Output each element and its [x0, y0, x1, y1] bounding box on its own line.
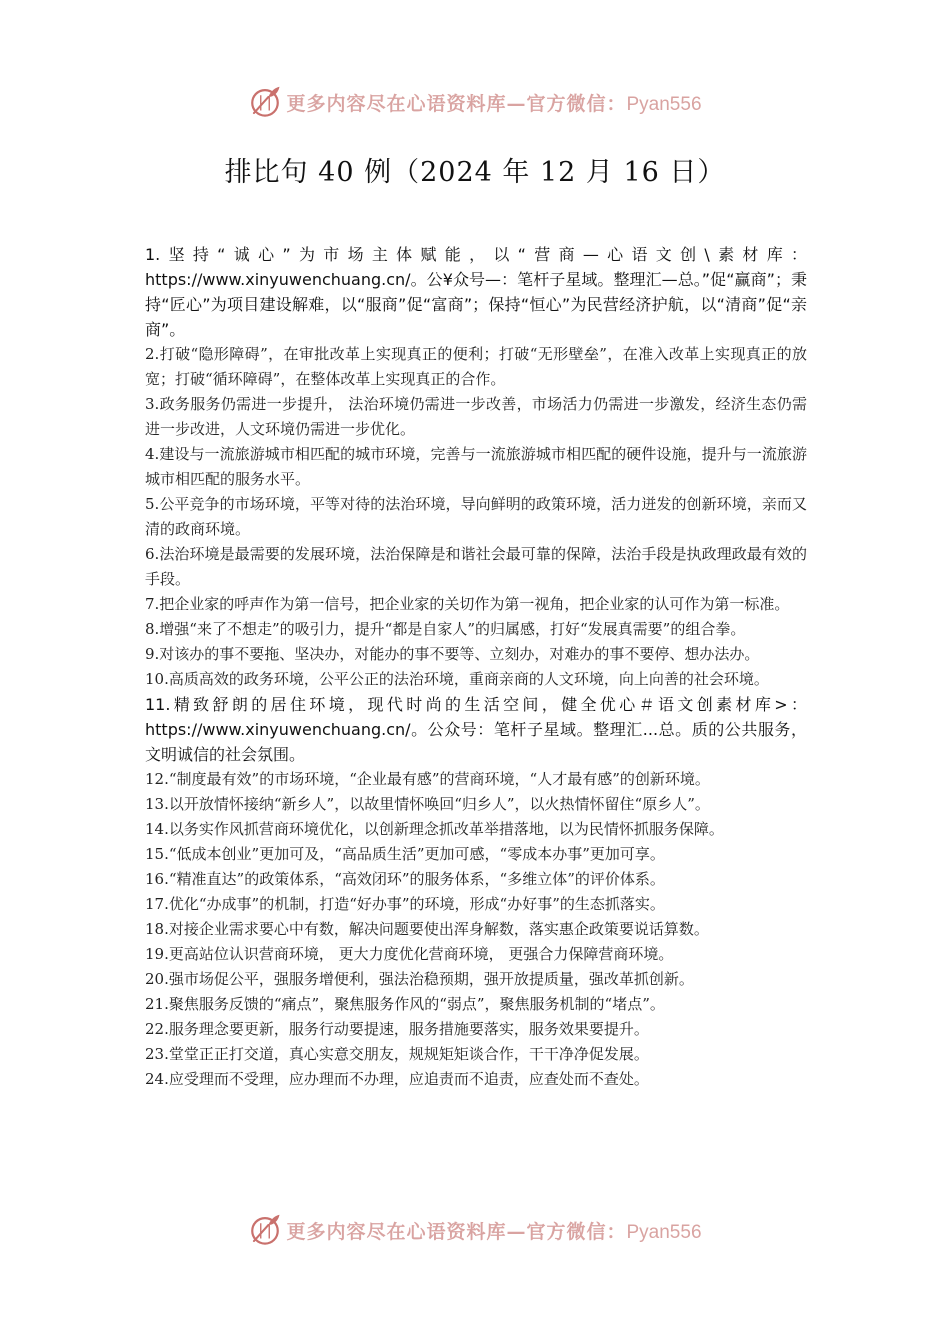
list-item: 3.政务服务仍需进一步提升， 法治环境仍需进一步改善，市场活力仍需进一步激发，经济生态仍需进一步改进，人文环境仍需进一步优化。 — [145, 395, 807, 438]
list-item: 6.法治环境是最需要的发展环境，法治保障是和谐社会最可靠的保障，法治手段是执政理政最有效的手段。 — [145, 545, 807, 588]
list-item: 16.“精准直达”的政策体系，“高效闭环”的服务体系，“多维立体”的评价体系。 — [145, 870, 665, 888]
list-item: 22.服务理念要更新，服务行动要提速，服务措施要落实，服务效果要提升。 — [145, 1020, 649, 1038]
list-item: 18.对接企业需求要心中有数，解决问题要使出浑身解数，落实惠企政策要说话算数。 — [145, 920, 709, 938]
banner-text — [286, 89, 701, 116]
document-body — [145, 242, 807, 1092]
page-title: 排比句 40 例（2024 年 12 月 16 日） — [224, 157, 726, 188]
banner-label: 更多内容尽在心语资料库—官方微信： — [286, 1220, 627, 1243]
list-item: 7.把企业家的呼声作为第一信号，把企业家的关切作为第一视角，把企业家的认可作为第一标准。 — [145, 595, 790, 613]
list-item: 2.打破“隐形障碍”，在审批改革上实现真正的便利；打破“无形壁垒”，在准入改革上实现真正的放宽；打破“循环障碍”，在整体改革上实现真正的合作。 — [145, 345, 807, 388]
list-item: 17.优化“办成事”的机制，打造“好办事”的环境，形成“办好事”的生态抓落实。 — [145, 895, 665, 913]
list-item: 5.公平竞争的市场环境，平等对待的法治环境，导向鲜明的政策环境，活力迸发的创新环境，亲而又清的政商环境。 — [145, 495, 807, 538]
header-banner — [0, 82, 950, 122]
list-item: 10.高质高效的政务环境，公平公正的法治环境，重商亲商的人文环境，向上向善的社会环境。 — [145, 670, 769, 688]
list-item: 8.增强“来了不想走”的吸引力，提升“都是自家人”的归属感，打好“发展真需要”的组合拳。 — [145, 620, 746, 638]
list-item: 20.强市场促公平，强服务增便利，强法治稳预期，强开放提质量，强改革抓创新。 — [145, 970, 694, 988]
footer-banner — [0, 1210, 950, 1250]
list-item: 11.精致舒朗的居住环境，现代时尚的生活空间，健全优心＃语文创素材库>：https://www.xinyuwenchuang.cn/。公众号：笔杆子星域。整理汇...总。质的公共服务，文明诚信的社会氛围。 — [145, 695, 807, 764]
list-item: 23.堂堂正正打交道，真心实意交朋友，规规矩矩谈合作，干干净净促发展。 — [145, 1045, 649, 1063]
banner-handle: Pyan556 — [626, 93, 702, 115]
list-item: 13.以开放情怀接纳“新乡人”，以故里情怀唤回“归乡人”，以火热情怀留住“原乡人”。 — [145, 795, 710, 813]
quill-pen-logo-icon — [248, 85, 282, 119]
banner-handle: Pyan556 — [626, 1221, 702, 1243]
list-item: 19.更高站位认识营商环境， 更大力度优化营商环境， 更强合力保障营商环境。 — [145, 945, 674, 963]
list-item: 9.对该办的事不要拖、坚决办，对能办的事不要等、立刻办，对难办的事不要停、想办法办。 — [145, 645, 760, 663]
list-item: 21.聚焦服务反馈的“痛点”，聚焦服务作风的“弱点”，聚焦服务机制的“堵点”。 — [145, 995, 665, 1013]
list-item: 14.以务实作风抓营商环境优化，以创新理念抓改革举措落地，以为民情怀抓服务保障。 — [145, 820, 724, 838]
list-item: 4.建设与一流旅游城市相匹配的城市环境，完善与一流旅游城市相匹配的硬件设施，提升与一流旅游城市相匹配的服务水平。 — [145, 445, 807, 488]
list-item: 24.应受理而不受理，应办理而不办理，应追责而不追责，应查处而不查处。 — [145, 1070, 649, 1088]
banner-text — [286, 1217, 701, 1244]
banner-label: 更多内容尽在心语资料库—官方微信： — [286, 92, 627, 115]
list-item: 12.“制度最有效”的市场环境，“企业最有感”的营商环境，“人才最有感”的创新环境。 — [145, 770, 710, 788]
list-item: 1.坚持“诚心”为市场主体赋能，以“营商—心语文创\素材库：https://www.xinyuwenchuang.cn/。公¥众号—：笔杆子星域。整理汇—总。”促“赢商”；秉持“匠心”为项目建设解难，以“服商”促“富商”；保持“恒心”为民营经济护航，以“清商”促“亲商”。 — [145, 245, 807, 339]
quill-pen-logo-icon — [248, 1213, 282, 1247]
list-item: 15.“低成本创业”更加可及，“高品质生活”更加可感，“零成本办事”更加可享。 — [145, 845, 665, 863]
